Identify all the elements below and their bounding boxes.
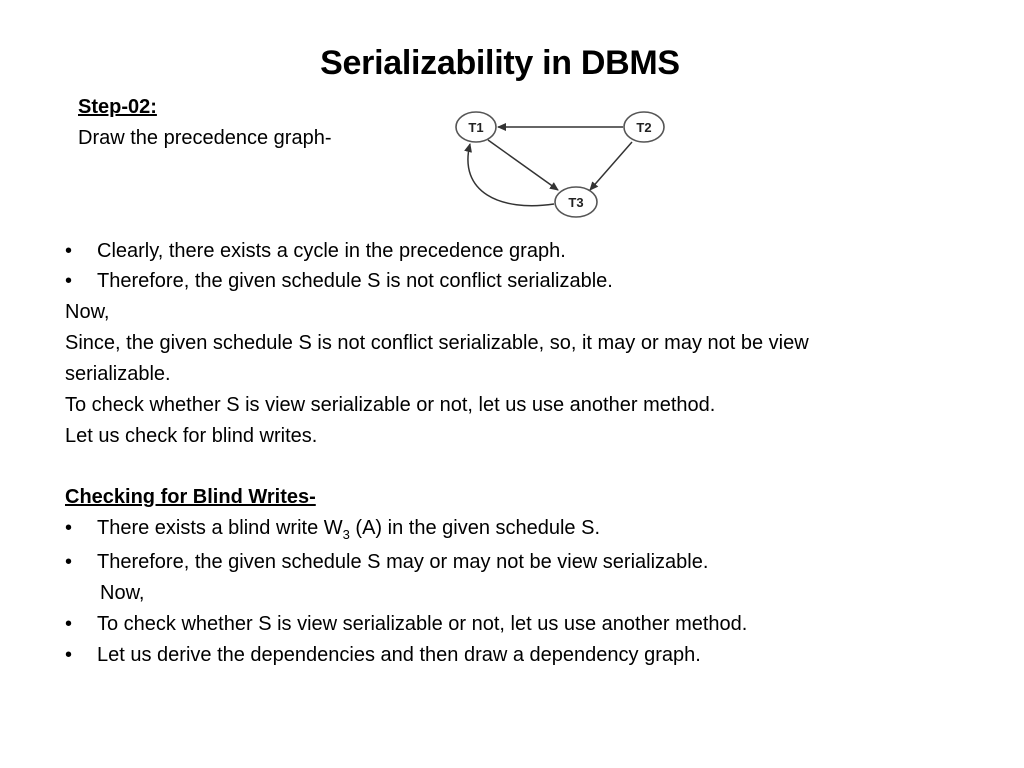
para-line: Since, the given schedule S is not conflict serializable, so, it may or may not be view — [65, 332, 809, 354]
para-line: To check whether S is view serializable or not, let us use another method. — [65, 394, 716, 416]
node-t3-label: T3 — [568, 195, 584, 210]
bullet-text: Therefore, the given schedule S may or may not be view serializable. — [97, 551, 709, 573]
node-t2-label: T2 — [636, 120, 652, 135]
blind-write-post: (A) in the given schedule S. — [349, 517, 601, 539]
edge-t3-t1 — [468, 144, 554, 206]
blind-write-subscript: 3 — [342, 527, 350, 542]
bullet-text: Therefore, the given schedule S is not conflict serializable. — [97, 270, 613, 292]
node-t1-label: T1 — [468, 120, 484, 135]
precedence-graph — [440, 108, 680, 218]
edge-t2-t3 — [590, 142, 632, 190]
blind-write-pre: There exists a blind write W — [97, 517, 343, 539]
edge-t1-t3 — [488, 140, 558, 190]
para-line: Let us check for blind writes. — [65, 425, 318, 447]
step-text: Draw the precedence graph- — [78, 127, 332, 149]
bullet-text: Let us derive the dependencies and then draw a dependency graph. — [97, 644, 701, 666]
bullet-mark: • — [65, 644, 73, 666]
para-now: Now, — [65, 301, 110, 323]
bullet-mark: • — [65, 613, 73, 635]
bullet-text — [97, 513, 600, 543]
step-heading: Step-02: — [78, 96, 157, 118]
bullet-text: To check whether S is view serializable or not, let us use another method. — [97, 613, 748, 635]
bullet-mark: • — [65, 240, 73, 262]
blind-writes-heading: Checking for Blind Writes- — [65, 486, 316, 508]
bullet-text: Clearly, there exists a cycle in the precedence graph. — [97, 240, 566, 262]
bullet-mark: • — [65, 270, 73, 292]
para-line: serializable. — [65, 363, 171, 385]
slide-title: Serializability in DBMS — [320, 44, 680, 82]
bullet-mark: • — [65, 517, 73, 539]
blind-now: Now, — [100, 582, 145, 604]
bullet-mark: • — [65, 551, 73, 573]
